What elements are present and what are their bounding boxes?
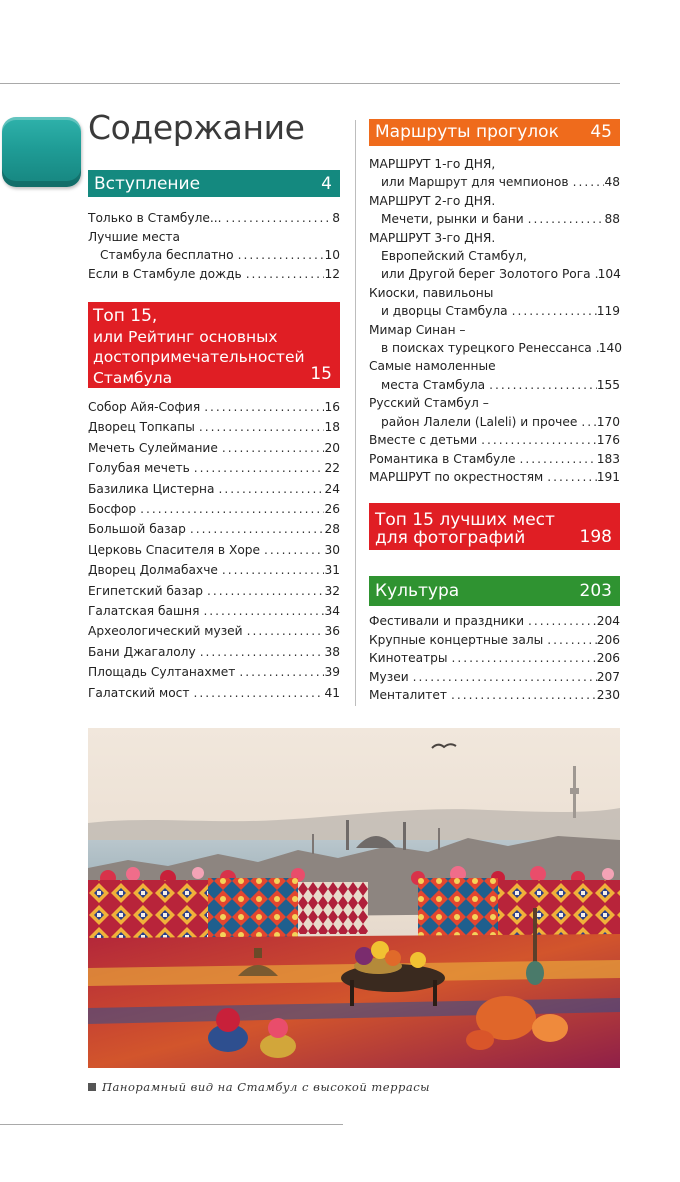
toc-entry[interactable]: Бани Джагалолу ..... 38 bbox=[88, 642, 340, 662]
photo-spots-section bbox=[369, 503, 620, 550]
toc-entry[interactable]: район Лалели (Laleli) и прочее ..... 170 bbox=[369, 413, 620, 431]
toc-entry[interactable]: Романтика в Стамбуле ..... 183 bbox=[369, 450, 620, 468]
intro-header-page: 4 bbox=[321, 174, 332, 194]
toc-entry[interactable]: Самые намоленные bbox=[369, 359, 496, 374]
toc-entry[interactable]: Большой базар ..... 28 bbox=[88, 519, 340, 539]
toc-entry[interactable]: Киоски, павильоны bbox=[369, 285, 494, 300]
toc-entry[interactable]: Египетский базар ..... 32 bbox=[88, 581, 340, 601]
photo-caption bbox=[88, 1080, 430, 1094]
culture-header[interactable]: Культура 203 bbox=[369, 576, 620, 606]
intro-header[interactable] bbox=[88, 170, 340, 197]
toc-entry[interactable]: Вместе с детьми ..... 176 bbox=[369, 431, 620, 449]
top15-header-page: 15 bbox=[310, 363, 332, 384]
toc-entry[interactable]: и дворцы Стамбула ..... 119 bbox=[369, 302, 620, 320]
top15-section bbox=[88, 302, 340, 703]
column-divider bbox=[355, 120, 356, 706]
toc-entry[interactable]: Базилика Цистерна ..... 24 bbox=[88, 479, 340, 499]
toc-entry[interactable]: Лучшие места bbox=[88, 229, 180, 244]
toc-entry[interactable]: Кинотеатры ..... 206 bbox=[369, 649, 620, 668]
toc-entry[interactable]: Менталитет ..... 230 bbox=[369, 686, 620, 705]
toc-entry[interactable]: или Другой берег Золотого Рога ..... 104 bbox=[369, 265, 620, 283]
toc-entry[interactable]: Церковь Спасителя в Хоре ..... 30 bbox=[88, 540, 340, 560]
top15-header[interactable]: Топ 15, или Рейтинг основных достопримечательностей Стамбула 15 bbox=[88, 302, 340, 388]
toc-entry[interactable]: Стамбула бесплатно ..... 10 bbox=[88, 246, 340, 265]
toc-entry[interactable]: Археологический музей ..... 36 bbox=[88, 621, 340, 641]
toc-entry[interactable]: Мечети, рынки и бани ..... 88 bbox=[369, 210, 620, 228]
intro-header-title: Вступление bbox=[94, 174, 201, 194]
toc-entry[interactable]: Собор Айя-София ..... 16 bbox=[88, 397, 340, 417]
routes-header[interactable]: Маршруты прогулок 45 bbox=[369, 119, 620, 146]
toc-entry[interactable]: Крупные концертные залы ..... 206 bbox=[369, 631, 620, 650]
toc-entry[interactable]: Музеи ..... 207 bbox=[369, 668, 620, 687]
toc-entry[interactable]: в поисках турецкого Ренессанса ..... 140 bbox=[369, 339, 620, 357]
intro-section bbox=[88, 170, 340, 283]
toc-entry[interactable]: Площадь Султанахмет ..... 39 bbox=[88, 662, 340, 682]
page-title: Содержание bbox=[88, 108, 305, 147]
toc-entry[interactable]: Русский Стамбул – bbox=[369, 396, 489, 411]
toc-entry[interactable]: Только в Стамбуле... ..... 8 bbox=[88, 209, 340, 228]
toc-entry[interactable]: Мимар Синан – bbox=[369, 322, 466, 337]
photo-caption-text: Панорамный вид на Стамбул с высокой террасы bbox=[102, 1080, 431, 1094]
routes-section bbox=[369, 119, 620, 486]
caption-square-icon bbox=[88, 1083, 96, 1091]
toc-entry[interactable]: места Стамбула ..... 155 bbox=[369, 376, 620, 394]
toc-entry[interactable]: Европейский Стамбул, bbox=[381, 249, 527, 264]
toc-entry[interactable]: Дворец Топкапы ..... 18 bbox=[88, 417, 340, 437]
photo-spots-header[interactable]: Топ 15 лучших мест для фотографий 198 bbox=[369, 503, 620, 550]
top-rule bbox=[0, 83, 620, 84]
culture-section bbox=[369, 576, 620, 705]
toc-entry[interactable]: Галатский мост ..... 41 bbox=[88, 683, 340, 703]
istanbul-terrace-photo bbox=[88, 728, 620, 1068]
toc-entry[interactable]: МАРШРУТ 2-го ДНЯ. bbox=[369, 193, 496, 208]
toc-entry[interactable]: Голубая мечеть ..... 22 bbox=[88, 458, 340, 478]
toc-entry[interactable]: Мечеть Сулеймание ..... 20 bbox=[88, 438, 340, 458]
toc-entry[interactable]: Босфор ..... 26 bbox=[88, 499, 340, 519]
toc-entry[interactable]: Галатская башня ..... 34 bbox=[88, 601, 340, 621]
toc-entry[interactable]: Фестивали и праздники ..... 204 bbox=[369, 612, 620, 631]
intro-entries bbox=[88, 209, 340, 283]
toc-entry[interactable]: или Маршрут для чемпионов ..... 48 bbox=[369, 173, 620, 191]
bottom-rule bbox=[0, 1124, 343, 1125]
toc-entry[interactable]: МАРШРУТ по окрестностям ..... 191 bbox=[369, 468, 620, 486]
chapter-tab-icon bbox=[2, 117, 81, 187]
toc-entry[interactable]: МАРШРУТ 1-го ДНЯ, bbox=[369, 157, 496, 171]
toc-entry[interactable]: Если в Стамбуле дождь ..... 12 bbox=[88, 265, 340, 284]
top15-entries bbox=[88, 397, 340, 703]
culture-entries bbox=[369, 612, 620, 705]
toc-entry[interactable]: МАРШРУТ 3-го ДНЯ. bbox=[369, 230, 496, 245]
photo-illustration bbox=[88, 728, 620, 1068]
routes-entries bbox=[369, 155, 620, 486]
toc-entry[interactable]: Дворец Долмабахче ..... 31 bbox=[88, 560, 340, 580]
